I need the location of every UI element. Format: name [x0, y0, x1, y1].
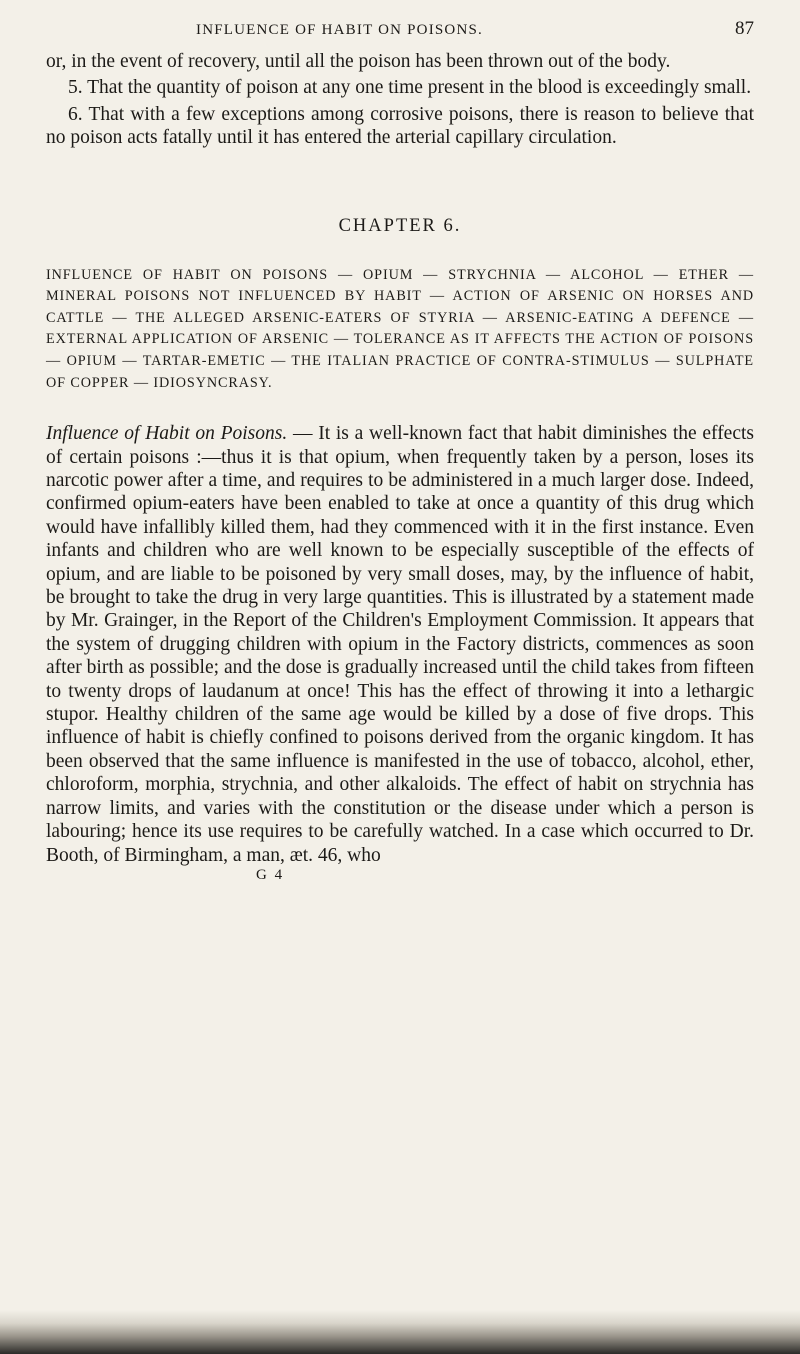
- opening-paragraph: or, in the event of recovery, until all the poison has been thrown out of the body.: [46, 51, 671, 72]
- running-head-title: INFLUENCE OF HABIT ON POISONS.: [196, 22, 483, 38]
- page-number: 87: [735, 18, 754, 39]
- chapter-synopsis: INFLUENCE OF HABIT ON POISONS — OPIUM — STRYCHNIA — ALCOHOL — ETHER — MINERAL POISONS NOT INFLUENCED BY HABIT — ACTION OF ARSENIC ON HORSES AND CATTLE — THE ALLEGED ARSENIC-EATERS OF STYRIA — ARSENIC-EATING A DEFENCE — EXTERNAL APPLICATION OF ARSENIC — TOLERANCE AS IT AFFECTS THE ACTION OF POISONS — OPIUM — TARTAR-EMETIC — THE ITALIAN PRACTICE OF CONTRA-STIMULUS — SULPHATE OF COPPER — IDIOSYNCRASY.: [46, 266, 754, 391]
- page-bottom-shadow: [0, 1310, 800, 1354]
- numbered-item-5: 5. That the quantity of poison at any one time present in the blood is exceedingly small.: [68, 77, 752, 99]
- book-page: [46, 18, 754, 884]
- section-heading: Influence of Habit on Poisons.: [46, 423, 288, 445]
- section-body: — It is a well-known fact that habit diminishes the effects of certain poisons :—thus it is that opium, when frequently taken by a person, loses its narcotic power after a time, and requires to be administered in a much larger dose. Indeed, confirmed opium-eaters have been enabled to take at once a quantity of this drug which would have infallibly killed them, had they commenced with it in the first instance. Even infants and children who are well known to be especially susceptible of the effects of opium, and are liable to be poisoned by very small doses, may, by the influence of habit, be brought to take the drug in very large quantities. This is illustrated by a statement made by Mr. Grainger, in the Report of the Children's Employment Commission. It appears that the system of drugging children with opium in the Factory districts, commences as soon after birth as possible; and the dose is gradually increased until the child takes from fifteen to twenty drops of laudanum at once! This has the effect of throwing it into a lethargic stupor. Healthy children of the same age would be killed by a dose of five drops. This influence of habit is chiefly confined to poisons derived from the organic kingdom. It has been observed that the same influence is manifested in the use of tobacco, alcohol, ether, chloroform, morphia, strychnia, and other alkaloids. The effect of habit on strychnia has narrow limits, and varies with the constitution or the disease under which a person is labouring; hence its use requires to be carefully watched. In a case which occurred to Dr. Booth, of Birmingham, a man, æt. 46, who: [46, 423, 754, 866]
- signature-mark: G 4: [256, 866, 285, 883]
- chapter-title: CHAPTER 6.: [338, 215, 462, 236]
- running-head: [46, 18, 754, 42]
- section-paragraph: [46, 422, 754, 867]
- numbered-item-6: 6. That with a few exceptions among corrosive poisons, there is reason to believe that no poison acts fatally until it has entered the arterial capillary circulation.: [46, 103, 754, 149]
